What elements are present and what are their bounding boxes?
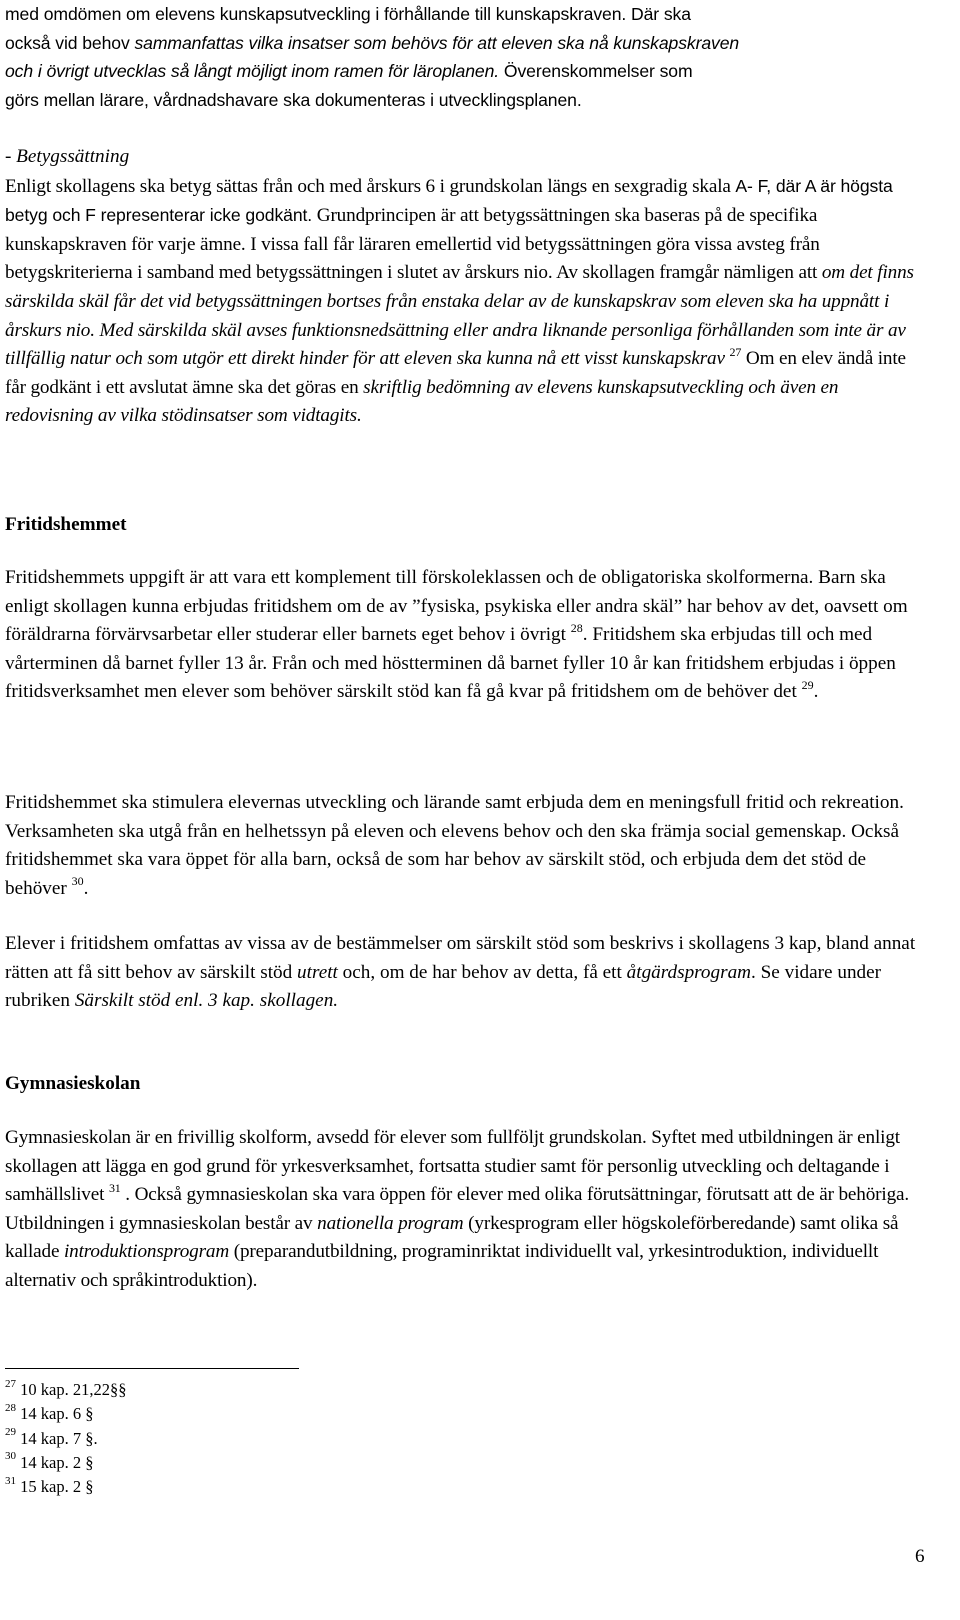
text-line xyxy=(5,57,739,86)
heading-fritidshemmet: Fritidshemmet xyxy=(5,514,127,535)
text-line: med omdömen om elevens kunskapsutveckling i förhållande till kunskapskraven. Där ska xyxy=(5,4,691,24)
footnote-item: $^{28}$ 14 kap. 6 § xyxy=(5,1401,94,1424)
footnote-separator xyxy=(5,1368,299,1369)
footnotes xyxy=(5,1378,126,1499)
paragraph-fritidshem-development: Fritidshemmet ska stimulera elevernas utveckling och lärande samt erbjuda dem en meningsfull fritid och rekreation. Verksamheten ska utgå från en helhetssyn på eleven och elevens behov och den ska främja social gemenskap. Också fritidshemmet ska vara öppet för alla barn, också de som har behov av särskilt stöd, och erbjuda dem det stöd de behöver $^{30}$. xyxy=(5,792,904,899)
paragraph-grading: Enligt skollagens ska betyg sättas från och med årskurs 6 i grundskolan längs en sexgradig skala A- F, där A är högsta betyg och F representerar icke godkänt. Grundprincipen är att betygssättningen ska baseras på de specifika kunskapskraven för varje ämne. I vissa fall får läraren emellertid vid betygssättningen göra vissa avsteg från betygskriterierna i samband med betygssättningen i slutet av årskurs nio. Av skollagen framgår nämligen att om det finns särskilda skäl får det vid betygssättningen bortses från enstaka delar av de kunskapskrav som eleven ska ha uppnått i årskurs nio. Med särskilda skäl avses funktionsnedsättning eller andra liknande personliga förhållanden som inte är av tillfällig natur och som utgör ett direkt hinder för att eleven ska kunna nå ett visst kunskapskrav $^{27}$ Om en elev ändå inte får godkänt i ett avslutat ämne ska det göras en skriftlig bedömning av elevens kunskapsutveckling och även en redovisning av vilka stödinsatser som vidtagits. xyxy=(5,175,914,427)
footnote-ref[interactable]: 28 xyxy=(570,620,583,635)
footnote-ref[interactable]: 29 xyxy=(801,677,814,692)
page-number: 6 xyxy=(915,1546,925,1567)
italic-run: och i övrigt utvecklas så långt möjligt inom ramen för läroplanen. xyxy=(5,61,500,82)
section-betygssattning xyxy=(5,143,930,431)
paragraph-fritidshem-support: Elever i fritidshem omfattas av vissa av de bestämmelser om särskilt stöd som beskrivs i skollagens 3 kap, bland annat rätten att få sitt behov av särskilt stöd utrett och, om de har behov av detta, få ett åtgärdsprogram. Se vidare under rubriken Särskilt stöd enl. 3 kap. skollagen. xyxy=(5,933,916,1012)
text-run: också vid behov xyxy=(5,32,135,53)
footnote-ref[interactable]: 27 xyxy=(729,344,742,359)
paragraph-development-plan xyxy=(5,0,739,114)
footnote-item: $^{29}$ 14 kap. 7 §. xyxy=(5,1426,98,1448)
footnote-item: $^{30}$ 14 kap. 2 § xyxy=(5,1450,94,1472)
paragraph-gymnasieskolan: Gymnasieskolan är en frivillig skolform, avsedd för elever som fullföljt grundskolan. Syftet med utbildningen är enligt skollagen att lägga en god grund för yrkesverksamhet, fortsatta studier samt för personlig utveckling och deltagande i samhällslivet $^{31}$ . Också gymnasieskolan ska vara öppen för elever med olika förutsättningar, förutsatt att de är behöriga. Utbildningen i gymnasieskolan består av nationella program (yrkesprogram eller högskoleförberedande) samt olika så kallade introduktionsprogram (preparandutbildning, programinriktat individuellt val, yrkesintroduktion, individuellt alternativ och språkintroduktion). xyxy=(5,1127,910,1291)
text-line: görs mellan lärare, vårdnadshavare ska dokumenteras i utvecklingsplanen. xyxy=(5,89,582,110)
footnote-ref[interactable]: 30 xyxy=(71,874,84,889)
text-line xyxy=(5,29,739,58)
footnote-ref[interactable]: 31 xyxy=(108,1180,121,1195)
paragraph-fritidshem-purpose: Fritidshemmets uppgift är att vara ett komplement till förskoleklassen och de obligatoriska skolformerna. Barn ska enligt skollagen kunna erbjudas fritidshem om de av ”fysiska, psykiska eller andra skäl” har behov av det, oavsett om föräldrarna förvärvsarbetar eller studerar eller barnets eget behov i övrigt $^{28}$. Fritidshem ska erbjudas till och med vårterminen då barnet fyller 13 år. Från och med höstterminen då barnet fyller 10 år kan fritidshem erbjudas i öppen fritidsverksamhet men elever som behöver särskilt stöd kan få gå kvar på fritidshem om de behöver det $^{29}$. xyxy=(5,567,908,703)
subheading-betygssattning: - Betygssättning xyxy=(5,146,130,167)
footnote-item: $^{27}$ 10 kap. 21,22§§ xyxy=(5,1377,127,1399)
heading-gymnasieskolan: Gymnasieskolan xyxy=(5,1073,141,1094)
footnote-item: $^{31}$ 15 kap. 2 § xyxy=(5,1474,94,1497)
text-run: Överenskommelser som xyxy=(499,61,693,82)
italic-run: sammanfattas vilka insatser som behövs för att eleven ska nå kunskapskraven xyxy=(134,32,740,53)
